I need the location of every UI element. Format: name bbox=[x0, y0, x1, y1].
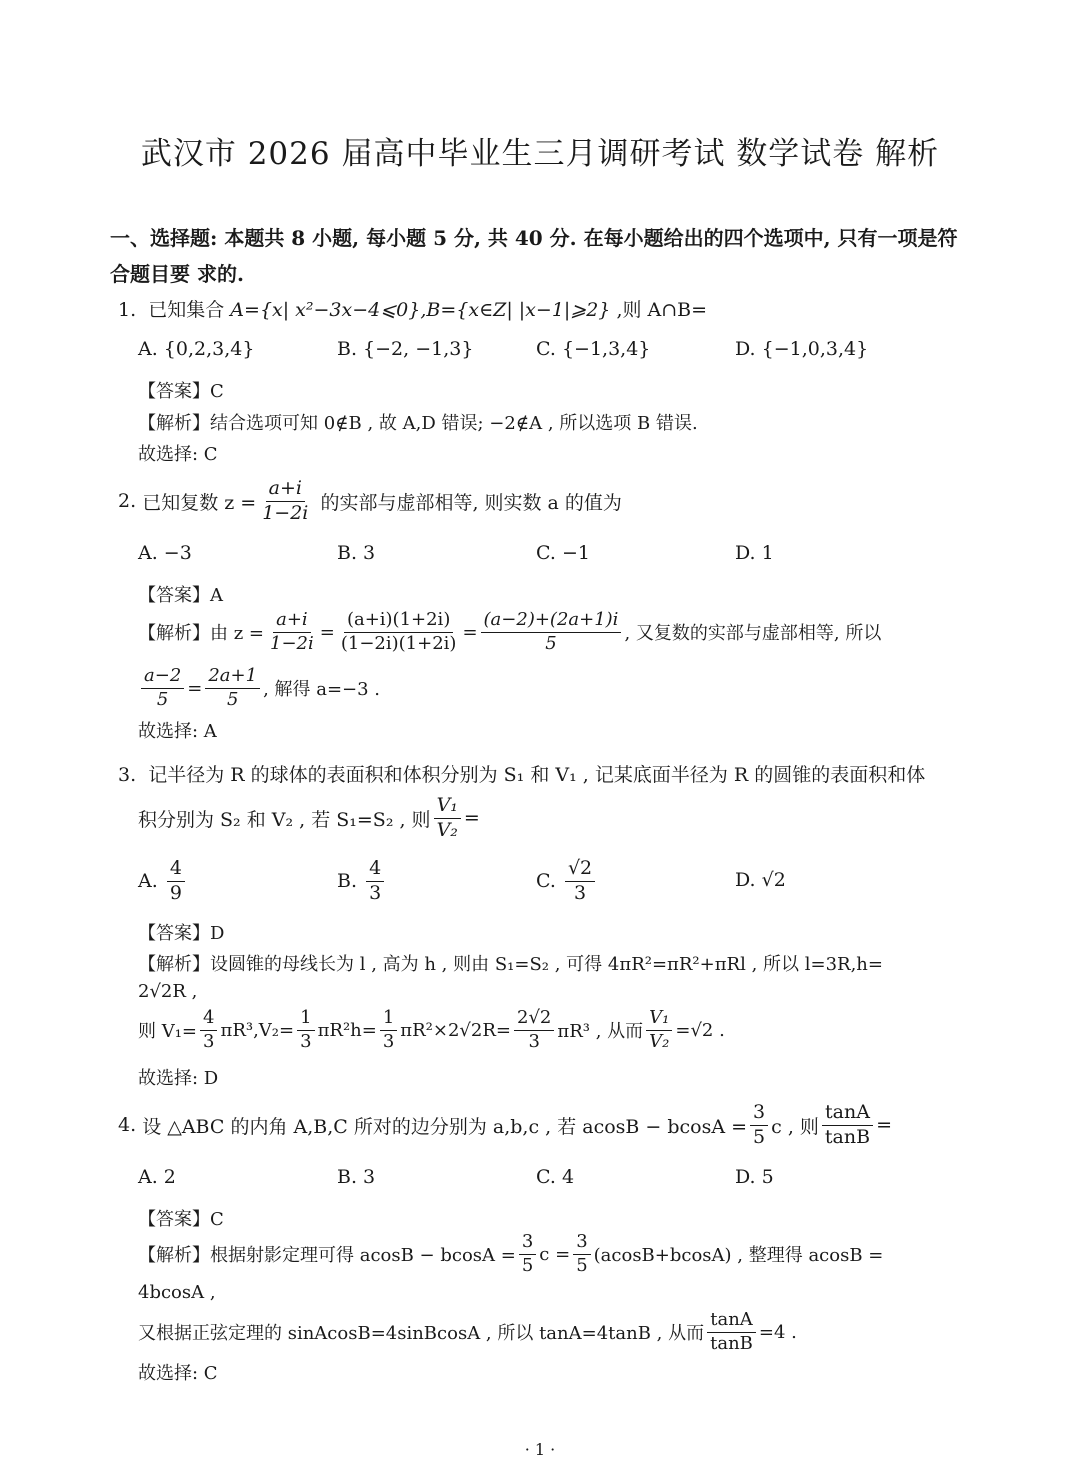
question-4-choice: 故选择: C bbox=[138, 1363, 218, 1384]
question-3-option-d: D. √2 bbox=[735, 869, 786, 891]
question-4-stem: 4. 设 △ABC 的内角 A,B,C 所对的边分别为 a,b,c , 若 acosB − bcosA = $\frac{3}{5}$ c , 则 $\frac{\tan A}{\tan B}$ = bbox=[118, 1101, 892, 1148]
question-4-analysis-line1: 【解析】根据射影定理可得 acosB − bcosA = $\frac{3}{5}$ c = $\frac{3}{5}$ (acosB+bcosA) , 整理得 acosB = bbox=[138, 1231, 884, 1276]
question-3-answer: 【答案】D bbox=[138, 923, 225, 944]
question-3-analysis-line1: 【解析】设圆锥的母线长为 l , 高为 h , 则由 S₁=S₂ , 可得 4πR²=πR²+πRl , 所以 l=3R,h= bbox=[138, 954, 883, 975]
question-2-analysis-line1: 【解析】由 z = $\frac{a+i}{1-2i}$ = $\frac{(a+i)(1+2i)}{(1-2i)(1+2i)}$ = $\frac{(a-2)+(2a+1)i}{5}$ , 又复数的实部与虚部相等, 所以 bbox=[138, 609, 882, 654]
page-title: 武汉市 2026 届高中毕业生三月调研考试 数学试卷 解析 bbox=[140, 136, 940, 172]
section-heading-line2: 合题目要 求的. bbox=[110, 262, 244, 286]
question-2-option-d: D. 1 bbox=[735, 542, 774, 564]
question-1-option-a: A. {0,2,3,4} bbox=[138, 338, 255, 360]
question-2-option-c: C. −1 bbox=[536, 542, 590, 564]
question-1-stem: 1. 已知集合 A={x| x²−3x−4⩽0},B={x∈Z| |x−1|⩾2} ,则 A∩B= bbox=[118, 299, 708, 321]
question-4-answer: 【答案】C bbox=[138, 1209, 224, 1230]
question-2-option-a: A. −3 bbox=[138, 542, 192, 564]
question-1-option-b: B. {−2, −1,3} bbox=[337, 338, 474, 360]
question-3-option-c: C. $\frac{√2}{3}$ bbox=[536, 858, 598, 905]
question-1-answer: 【答案】C bbox=[138, 381, 224, 402]
question-4-analysis-line3: 又根据正弦定理的 sinAcosB=4sinBcosA , 所以 tanA=4tanB , 从而 $\frac{\tan A}{\tan B}$ =4 . bbox=[138, 1309, 797, 1354]
question-1-option-c: C. {−1,3,4} bbox=[536, 338, 651, 360]
question-1-choice: 故选择: C bbox=[138, 444, 218, 465]
question-3-stem-line1: 3. 记半径为 R 的球体的表面积和体积分别为 S₁ 和 V₁ , 记某底面半径为 R 的圆锥的表面积和体 bbox=[118, 764, 926, 786]
question-2-choice: 故选择: A bbox=[138, 721, 217, 742]
question-2-stem: 2. 已知复数 z = $\frac{a+i}{1-2i}$ 的实部与虚部相等, 则实数 a 的值为 bbox=[118, 477, 622, 524]
question-1-option-d: D. {−1,0,3,4} bbox=[735, 338, 869, 360]
question-4-option-c: C. 4 bbox=[536, 1166, 575, 1188]
question-4-analysis-line2: 4bcosA , bbox=[138, 1282, 216, 1303]
question-1-analysis: 【解析】结合选项可知 0∉B , 故 A,D 错误; −2∉A , 所以选项 B 错误. bbox=[138, 413, 698, 434]
question-3-analysis-line2: 2√2R , bbox=[138, 981, 198, 1002]
question-4-option-d: D. 5 bbox=[735, 1166, 774, 1188]
question-2-option-b: B. 3 bbox=[337, 542, 376, 564]
question-2-answer: 【答案】A bbox=[138, 585, 223, 606]
question-2-analysis-line2: $\frac{a-2}{5}$ = $\frac{2a+1}{5}$ , 解得 a=−3 . bbox=[138, 666, 380, 710]
question-4-option-b: B. 3 bbox=[337, 1166, 376, 1188]
question-3-option-a: A. $\frac{4}{9}$ bbox=[138, 858, 188, 905]
question-4-option-a: A. 2 bbox=[138, 1166, 176, 1188]
page-number: · 1 · bbox=[524, 1440, 556, 1459]
section-heading-line1: 一、选择题: 本题共 8 小题, 每小题 5 分, 共 40 分. 在每小题给出的四个选项中, 只有一项是符 bbox=[110, 226, 958, 250]
question-3-option-b: B. $\frac{4}{3}$ bbox=[337, 858, 387, 905]
question-3-choice: 故选择: D bbox=[138, 1068, 219, 1089]
question-3-analysis-line3: 则 V₁= $\frac{4}{3}$ πR³,V₂= $\frac{1}{3}$ πR²h= $\frac{1}{3}$ πR²×2√2R= $\frac{2√2}{3}$ πR³ , 从而 $\frac{\text{V₁}}{\text{V₂}}$ =√2 . bbox=[138, 1007, 725, 1052]
question-3-stem-line2: 积分别为 S₂ 和 V₂ , 若 S₁=S₂ , 则 $\frac{\text{V₁}}{\text{V₂}}$ = bbox=[138, 794, 480, 841]
